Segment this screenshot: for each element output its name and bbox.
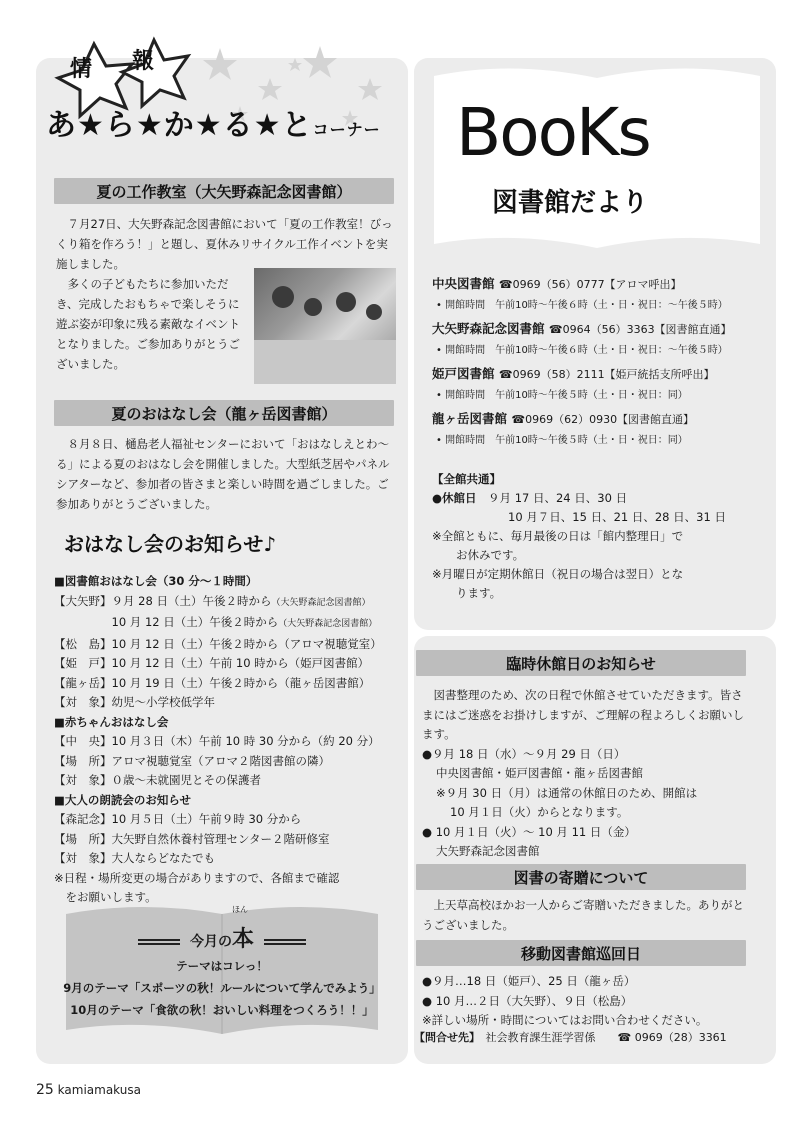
library-name [432,274,772,292]
library-name [432,364,772,382]
temp-item-1-note-1: ※９月 30 日（月）は通常の休館日のため、開館は [436,785,698,800]
title-big: 本 [231,927,254,952]
closed-days-1 [432,489,742,508]
dash-decoration [138,939,180,945]
storytime-notice-title: おはなし会のお知らせ♪ [64,532,277,556]
contact-tel: ☎ 0969（28）3361 [617,1031,727,1044]
sched-line: 【森記念】10 月５日（土）午前９時 30 分から [54,812,302,826]
lib-hours: • 開館時間 午前10時～午後６時（土・日・祝日：～午後５時） [436,300,728,311]
common-note-2b: ります。 [456,586,502,600]
craft-text-1: ７月27日、大矢野森記念図書館において「夏の工作教室！びっくり箱を作ろう！」と題し、夏休みリサイクル工作イベントを実施しました。 [56,217,393,271]
sched-line: 【対 象】大人ならどなたでも [54,851,215,865]
craft-event-photo [254,268,396,384]
lib-tel: ☎0969（62）0930【図書館直通】 [511,413,695,426]
badge-char-ho: 報 [132,49,155,74]
lib-hours: • 開館時間 午前10時～午後５時（土・日・祝日：同） [436,435,688,446]
title-pre: 今月の [189,934,232,950]
contact-info [414,1028,764,1048]
sched-line: 【姫 戸】10 月 12 日（土）午前 10 時から（姫戸図書館） [54,656,370,670]
lib-name-text: 大矢野森記念図書館 [432,321,545,336]
temp-closure-body [422,686,752,862]
craft-text-2: 多くの子どもたちに参加いただき、完成したおもちゃで楽しそうに遊ぶ姿が印象に残る素敵なイベントとなりました。ご参加ありがとうございました。 [56,277,240,371]
sched-line: ■赤ちゃんおはなし会 [54,714,169,729]
books-title: BooKs [456,94,650,171]
sched-line: ■大人の朗読会のお知らせ [54,792,192,807]
common-note-1b: お休みです。 [456,548,525,562]
common-note-2: ※月曜日が定期休館日（祝日の場合は翌日）とな [432,567,684,581]
temp-item-2: ● 10 月１日（火）～ 10 月 11 日（金） [422,824,636,839]
corner-title-suffix: コーナー [312,120,381,139]
books-subtitle: 図書館だより [492,188,649,218]
theme-oct: 10月のテーマ「食欲の秋！おいしい料理をつくろう！！」 [70,1003,374,1017]
temp-item-2-lib: 大矢野森記念図書館 [436,844,540,858]
closed-days-2: 10 月７日、15 日、21 日、28 日、31 日 [508,510,726,524]
sched-line: 【対 象】幼児～小学校低学年 [54,695,215,709]
section-header-story: 夏のおはなし会（龍ヶ岳図書館） [54,400,394,426]
page-footer [36,1082,141,1098]
mobile-line-3: ※詳しい場所・時間についてはお問い合わせください。 [422,1013,708,1027]
lib-tel: ☎0969（56）0777【アロマ呼出】 [498,278,682,291]
badge-char-jo: 情 [70,57,93,82]
section-header-temp-closure: 臨時休館日のお知らせ [416,650,746,676]
page-number: 25 [36,1082,54,1098]
section-header-craft: 夏の工作教室（大矢野森記念図書館） [54,178,394,204]
sched-text: 【大矢野】９月 28 日（土）午後２時から [54,593,272,608]
donation-para: 上天草高校ほかお一人からご寄贈いただきました。ありがとうございました。 [422,898,744,932]
sched-note: （大矢野森記念図書館） [271,597,371,608]
book-of-month-title [62,922,382,953]
sched-text: 10 月 12 日（土）午後２時から [54,615,279,629]
lib-tel: ☎0964（56）3363【図書館直通】 [548,323,732,336]
library-item [432,364,772,401]
contact-label: 【問合せ先】 [414,1031,475,1044]
footer-brand: kamiamakusa [57,1083,141,1097]
sched-line: 【場 所】大矢野自然休養村管理センター２階研修室 [54,831,330,846]
ruby-hon: ほん [232,905,248,914]
story-text: ８月８日、樋島老人福祉センターにおいて「おはなしえとわ～る」による夏のおはなし会を開催しました。大型紙芝居やパネルシアターなど、参加者の皆さまと楽しい時間を過ごしました。ご参加ありがとうございました。 [56,437,390,511]
mobile-line-2: ● 10 月…２日（大矢野）、９日（松島） [422,993,633,1008]
temp-item-1: ●９月 18 日（水）～９月 29 日（日） [422,746,626,761]
library-item [432,409,772,446]
temp-para: 図書整理のため、次の日程で休館させていただきます。皆さまにはご迷惑をお掛けしますが、ご理解の程よろしくお願いします。 [422,688,744,741]
sched-line: 【場 所】アロマ視聴覚室（アロマ２階図書館の隣） [54,753,330,768]
library-item [432,319,772,356]
common-closure-info [432,470,742,603]
corner-title-main: あ★ら★か★る★と [46,108,313,143]
common-note-1: ※全館ともに、毎月最後の日は「館内整理日」で [432,529,684,543]
craft-para-2 [56,274,248,374]
temp-item-1-libs: 中央図書館・姫戸図書館・龍ヶ岳図書館 [436,766,643,780]
sched-line [54,613,394,635]
sched-note: （大矢野森記念図書館） [278,619,378,629]
common-header: 【全館共通】 [432,472,501,486]
library-name [432,319,772,337]
section-header-mobile-library: 移動図書館巡回日 [416,940,746,966]
mobile-library-body [422,972,762,1031]
dash-decoration [264,939,306,945]
temp-item-1-note-2: 10 月１日（火）からとなります。 [450,805,629,819]
sched-line: をお願いします。 [54,890,157,904]
lib-name-text: 姫戸図書館 [432,366,495,381]
closed-text-1: ９月 17 日、24 日、30 日 [488,491,628,505]
sched-line: 【龍ヶ岳】10 月 19 日（土）午後２時から（龍ヶ岳図書館） [54,675,371,690]
sched-line: 【対 象】０歳～未就園児とその保護者 [54,773,261,787]
lib-tel: ☎0969（58）2111【姫戸統括支所呼出】 [498,368,715,381]
storytime-schedule [54,572,394,908]
lib-hours: • 開館時間 午前10時～午後５時（土・日・祝日：同） [436,390,688,401]
theme-subtitle: テーマはコレっ！ [176,959,268,973]
craft-para-1 [56,214,394,274]
theme-sept: 9月のテーマ「スポーツの秋！ルールについて学んでみよう」 [63,981,381,995]
lib-name-text: 中央図書館 [432,276,495,291]
sched-line: ■図書館おはなし会（30 分～１時間） [54,574,258,588]
book-of-month [62,902,382,1021]
sched-line: 【中 央】10 月３日（木）午前 10 時 30 分から（約 20 分） [54,734,380,748]
section-header-donation: 図書の寄贈について [416,864,746,890]
lib-hours: • 開館時間 午前10時～午後６時（土・日・祝日：～午後５時） [436,345,728,356]
library-name [432,409,772,427]
sched-line: 【松 島】10 月 12 日（土）午後２時から（アロマ視聴覚室） [54,636,382,651]
closed-label: ●休館日 [432,491,477,505]
contact-text: 社会教育課生涯学習係 [485,1031,596,1044]
library-item [432,274,772,311]
donation-body [422,896,752,935]
story-para [56,434,394,514]
library-list [432,268,772,446]
book-themes [62,955,382,1021]
lib-name-text: 龍ヶ岳図書館 [432,411,508,426]
corner-title [46,100,381,144]
sched-line [54,592,394,614]
mobile-line-1: ●９月…18 日（姫戸）、25 日（龍ヶ岳） [422,974,636,988]
sched-line: ※日程・場所変更の場合がありますので、各館まで確認 [54,870,340,885]
